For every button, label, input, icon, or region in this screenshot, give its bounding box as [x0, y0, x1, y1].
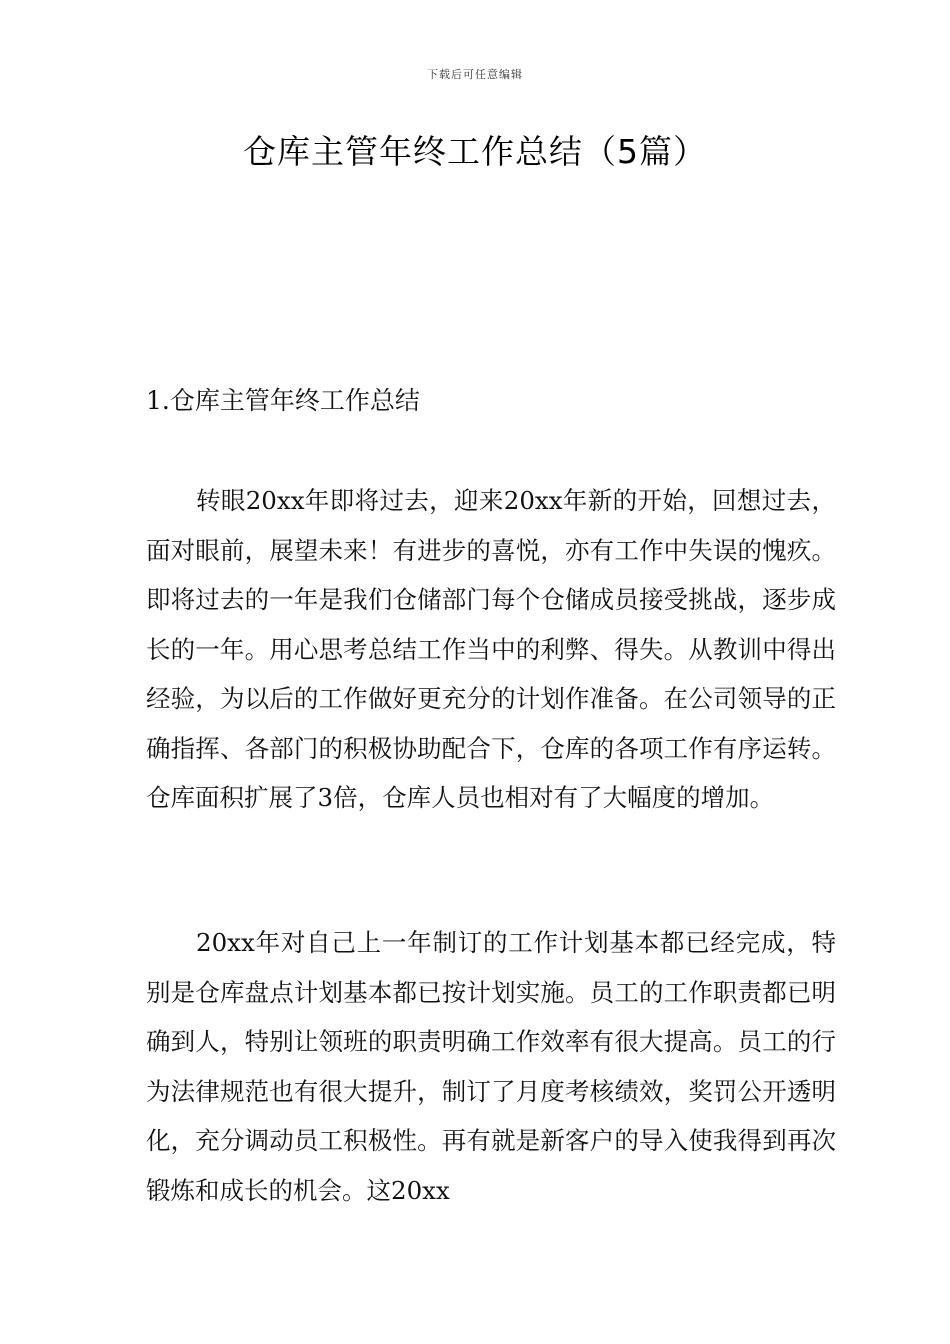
- document-title: 仓库主管年终工作总结（5篇）: [243, 132, 707, 171]
- section-heading: 1.仓库主管年终工作总结: [146, 386, 420, 415]
- header-note: 下载后可任意编辑: [427, 68, 523, 81]
- body-paragraph: 转眼20xx年即将过去，迎来20xx年新的开始，回想过去，面对眼前，展望未来！有进步的喜悦，亦有工作中失误的愧疚。即将过去的一年是我们仓储部门每个仓储成员接受挑战，逐步成长的一年。用心思考总结工作当中的利弊、得失。从教训中得出经验，为以后的工作做好更充分的计划作准备。在公司领导的正确指挥、各部门的积极协助配合下，仓库的各项工作有序运转。仓库面积扩展了3倍，仓库人员也相对有了大幅度的增加。: [146, 486, 836, 812]
- body-paragraph: 20xx年对自己上一年制订的工作计划基本都已经完成，特别是仓库盘点计划基本都已按计划实施。员工的工作职责都已明确到人，特别让领班的职责明确工作效率有很大提高。员工的行为法律规范也有很大提升，制订了月度考核绩效，奖罚公开透明化，充分调动员工积极性。再有就是新客户的导入使我得到再次锻炼和成长的机会。这20xx: [146, 928, 836, 1205]
